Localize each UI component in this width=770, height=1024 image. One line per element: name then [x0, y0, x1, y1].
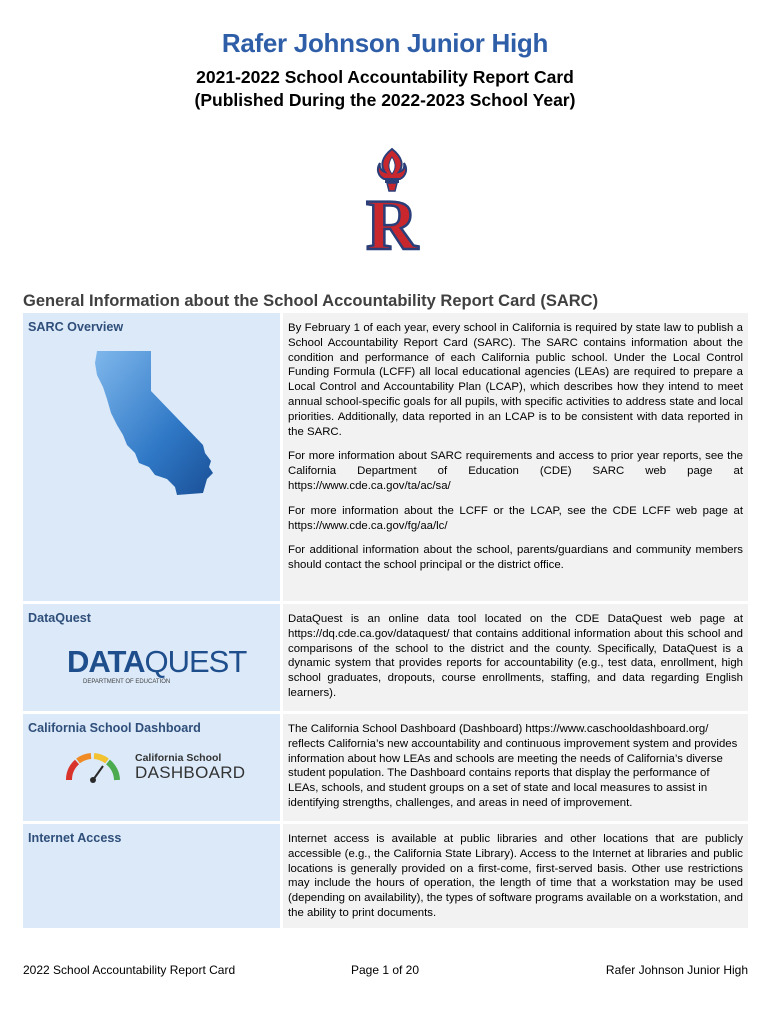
- dashboard-gauge-icon: [63, 748, 123, 784]
- paragraph: For additional information about the school, parents/guardians and community members should contact the school principal or the district office.: [288, 544, 743, 572]
- paragraph: DataQuest is an online data tool located on the CDE DataQuest web page at https://dq.cde.ca.gov/dataquest/ that contains additional information about this school and comparisons of the school to the district and the county. Specifically, DataQuest is a dynamic system that provides reports for accountability (e.g., test data, enrollment, high school graduates, dropouts, course enrollments, staffing, and data regarding English learners).: [288, 613, 743, 699]
- dataquest-logo-quest: QUEST: [144, 644, 247, 679]
- row-label: DataQuest: [28, 611, 91, 625]
- dataquest-logo: [67, 644, 247, 694]
- info-table: [23, 313, 748, 931]
- row-label-cell: [23, 824, 280, 928]
- paragraph: For more information about SARC requirements and access to prior year reports, see the California Department of Education (CDE) SARC web page at https://www.cde.ca.gov/ta/ac/sa/: [288, 450, 743, 492]
- dashboard-logo-title: DASHBOARD: [135, 763, 246, 782]
- row-content-cell: [283, 604, 748, 711]
- row-label: California School Dashboard: [28, 721, 201, 735]
- paragraph: By February 1 of each year, every school in California is required by state law to publish a School Accountability Report Card (SARC). The SARC contains information about the condition and performance of each California public school. Under the Local Control Funding Formula (LCFF) all local educational agencies (LEAs) are required to prepare a Local Control and Accountability Plan (LCAP), which describes how they intend to meet annual school-specific goals for all pupils, with specific activities to address state and local priorities. Additionally, data reported in an LCAP is to be consistent with data reported in the SARC.: [288, 322, 743, 438]
- row-label-cell: [23, 313, 280, 601]
- report-title: 2021-2022 School Accountability Report Card: [196, 67, 574, 87]
- section-heading: General Information about the School Accountability Report Card (SARC): [23, 292, 599, 310]
- row-label-cell: [23, 604, 280, 711]
- footer-page-number: Page 1 of 20: [350, 963, 420, 977]
- row-content-cell: [283, 313, 748, 601]
- school-title: Rafer Johnson Junior High: [221, 28, 549, 58]
- row-label-cell: [23, 714, 280, 821]
- table-row: [23, 824, 748, 928]
- paragraph: For more information about the LCFF or the LCAP, see the CDE LCFF web page at https://www.cde.ca.gov/fg/aa/lc/: [288, 504, 743, 532]
- california-map-image: [93, 349, 233, 499]
- row-content-cell: [283, 714, 748, 821]
- table-row: [23, 313, 748, 601]
- row-label: Internet Access: [28, 831, 122, 845]
- footer-right: Rafer Johnson Junior High: [605, 963, 748, 977]
- row-content-cell: [283, 824, 748, 928]
- dataquest-logo-data: DATA: [67, 644, 145, 679]
- paragraph: The California School Dashboard (Dashboard) https://www.caschooldashboard.org/ reflects California’s new accountability and continuous improvement system and provides information about how LEAs and schools are meeting the needs of California’s diverse student population. The Dashboard contains reports that display the performance of LEAs, schools, and student groups on a set of state and local measures to assist in identifying strengths, challenges, and areas in need of improvement.: [288, 723, 738, 809]
- table-row: [23, 714, 748, 821]
- dashboard-logo-caption: California School: [135, 752, 222, 764]
- row-label: SARC Overview: [28, 320, 124, 334]
- footer-left: 2022 School Accountability Report Card: [23, 963, 236, 977]
- paragraph: Internet access is available at public libraries and other locations that are publicly accessible (e.g., the California State Library). Access to the Internet at libraries and public locations is generally provided on a first-come, first-served basis. Other use restrictions may include the hours of operation, the length of time that a workstation may be used (depending on availability), the types of software programs available on a workstation, and the ability to print documents.: [288, 833, 743, 919]
- table-row: [23, 604, 748, 711]
- published-line: (Published During the 2022-2023 School Year): [194, 90, 576, 110]
- logo-letter: R: [366, 185, 418, 257]
- school-logo: [352, 145, 432, 257]
- dataquest-logo-tagline: DEPARTMENT OF EDUCATION: [83, 679, 171, 685]
